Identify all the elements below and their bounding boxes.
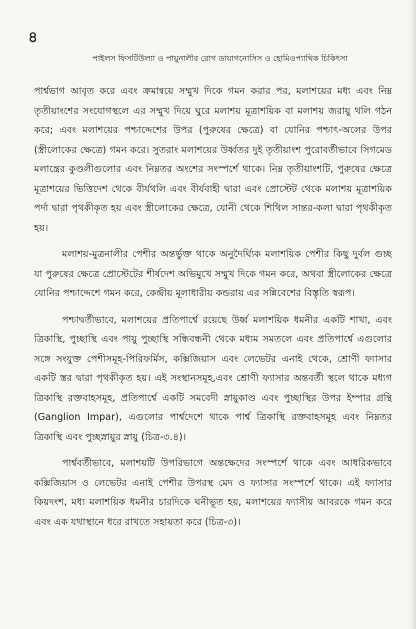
page-number: ৪ [28, 28, 38, 46]
paragraph: পার্শ্বভাগ আবৃত করে এবং ক্রমান্বয়ে সম্মুখ দিকে গমন করার পর, মলাশয়ের মধ্য এবং নিম্ন তৃতীয়াংশের সংযোগস্থলে এর সম্মুখ দিয়ে ঘুরে মলাশয় মূত্রাশয়িক বা মলাশয় জরায়ু থলি গঠন করে; এবং মলাশয়ের পশ্চাদ্দেশের উপর (পুরুষের ক্ষেত্রে) বা যোনির পশ্চাৎ-অলের উপর (স্ত্রীলোকের ক্ষেত্রে) গমন করে। সুতরাং মলাশয়ের উর্ধ্বতর দুই তৃতীয়াংশ পুরোবর্তীভাবে সিগমেড মলান্ত্রের কুণ্ডলীগুলোর এবং নিম্নতর অংশের সংস্পর্শে থাকে। নিম্ন তৃতীয়াংশটি, পুরুষের ক্ষেত্রে মূত্রাশয়ের ভিত্তিদেশ থেকে বীর্যথলি এবং বীর্যবাহী দ্বারা এবং প্রোস্টেট থেকে মলাশয় মূত্রাশয়িক পর্দা দ্বারা পৃথকীকৃত হয় এবং স্ত্রীলোকের ক্ষেত্রে, যোনী থেকে শিথিল সান্তর-কলা দ্বারা পৃথকীকৃত হয়। [34, 86, 392, 234]
body-text [34, 82, 392, 612]
page-edge-shadow [410, 0, 416, 629]
paragraph: পার্শ্ববর্তীভাবে, মলাশয়টি উপরিভাগে অন্তক্ষেদের সংস্পর্শে থাকে এবং আধরিকভাবে কক্সিজিয়াস ও লেভেটর এনাই পেশীর উপরস্থ মেদ ও ফ্যাসার সংস্পর্শে থাকে। এই ফ্যাসার কিয়দংশ, মধ্য মলাশয়িক ধমনীর চারদিকে ঘনীভূত হয়, মলাশয়ের ফ্যাসীয় আবরকে গমন করে এবং এক যথাস্থানে ধরে রাখতে সহায়তা করে (চিত্র-৩)। [34, 458, 392, 528]
paragraph: মলাশয়-মুত্রনালীর পেশীর অন্তর্ভুক্ত থাকে অনুদৈর্ঘ্যিক মলাশয়িক পেশীর কিছু দুর্বল গুচ্ছ যা পুরুষের ক্ষেত্রে প্রোস্টেটের শীর্ষদেশ অভিমুখে সম্মুখ দিকে গমন করে, অথবা স্ত্রীলোকের ক্ষেত্রে যোনির পশ্চাদ্দেশে গমন করে, কেন্দ্রীয় মূলাধারীয় কন্ডরায় এর সন্নিবেশের বিস্তৃতি স্বরূপ। [34, 249, 392, 299]
running-header: পাইলস ফিসটিউল্যা ও পায়ুনালীর রোগ ডায়াগনোসিস ও হোমিওপ্যাথিক চিকিৎসা [92, 54, 348, 63]
paragraph: পশ্চাদ্বর্তীভাবে, মলাশয়ের প্রতিপার্শ্বে রয়েছে উর্ধ্ব মলাশয়িক ধমনীর একটি শাখা, এবং ত্রিকাস্থি, পুচ্ছাস্থি এবং পায়ু পুচ্ছাস্থি সন্ধিবন্ধনী থেকে মধ্যম সমতলে এবং প্রতিপার্শ্বে এগুলোর সঙ্গে সংযুক্ত পেশীসমূহ-পিরিফর্মিস, কক্সিজিয়াস এবং লেভেটর এনাই থেকে, শ্রোণী ফ্যাসার একটি স্তর দ্বারা পৃথকীকৃত হয়। এই সংস্থানসমূহ,এবং শ্রোণী ফ্যাসার অন্তবর্তী স্থলে থাকে মধ্যগ ত্রিকাস্থি রক্তবাহসমূহ, প্রতিপার্শ্বে একটি সমবেদী স্নায়ুকাণ্ড এবং পুচ্ছাস্থির উপর ইম্পার গ্রন্থি (Ganglion Impar), এগুলোর পার্শ্বদেশে থাকে পার্শ্ব ত্রিকাস্থি রক্তবাহসমূহ এবং নিম্নতর ত্রিকাস্থি এবং পুচ্ছস্নায়ুর স্নায়ু (চিত্র-৩.৪)। [34, 314, 392, 443]
